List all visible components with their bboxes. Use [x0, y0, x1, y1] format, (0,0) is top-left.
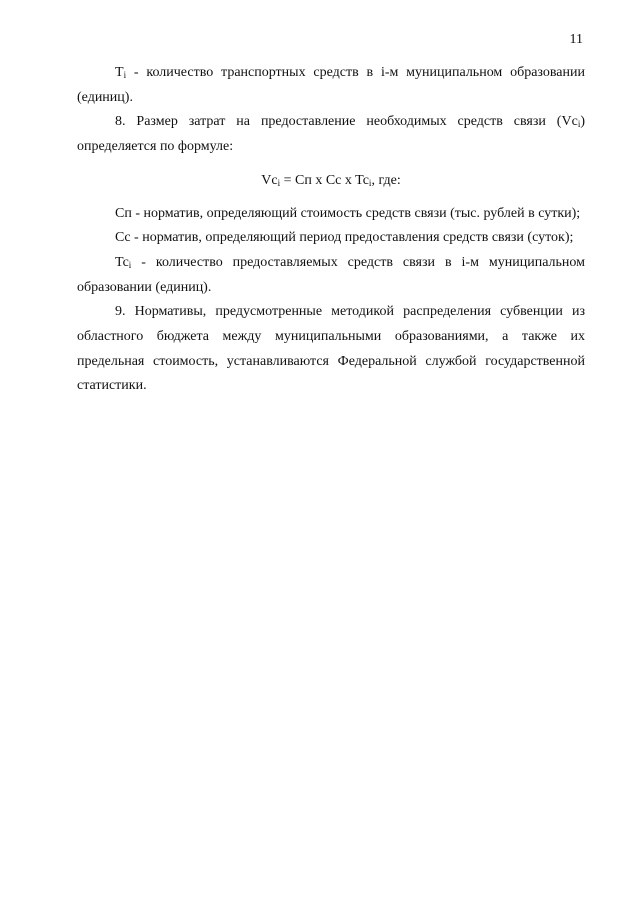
paragraph-text-end: ) определяется по формуле: [77, 114, 585, 155]
formula-lhs: Vc [261, 172, 278, 188]
paragraph-text: 8. Размер затрат на предоставление необходимых средств связи (Vc [115, 114, 578, 130]
variable-tc: Tc [115, 254, 129, 270]
subscript-i: i [577, 119, 581, 130]
subscript-i: i [277, 177, 281, 188]
subscript-i: i [368, 177, 372, 188]
paragraph-cs-definition: Cс - норматив, определяющий период предоставления средств связи (суток); [115, 230, 574, 246]
page-number: 11 [569, 32, 583, 47]
paragraph-8-communication-costs [77, 110, 585, 159]
paragraph-cp-definition: Cп - норматив, определяющий стоимость средств связи (тыс. рублей в сутки); [115, 205, 581, 221]
paragraph-vehicles-definition [77, 61, 585, 110]
formula-tail: , где: [371, 172, 401, 188]
formula [77, 169, 585, 194]
paragraph-9-standards: 9. Нормативы, предусмотренные методикой распределения субвенции из областного бюджета между муниципальными образованиями, а также их предельная стоимость, устанавливаются Федеральной службой государственной статистики. [77, 304, 585, 394]
formula-rhs: = Cп x Cс x Tc [280, 172, 369, 188]
document-body [77, 61, 585, 399]
subscript-i: i [128, 259, 132, 270]
variable-t: T [115, 65, 124, 80]
paragraph-text: - количество транспортных средств в i-м муниципальном образовании (единиц). [77, 65, 585, 105]
paragraph-text: - количество предоставляемых средств связи в i-м муниципальном образовании (единиц). [77, 254, 585, 295]
paragraph-tc-definition [77, 251, 585, 300]
subscript-i: i [123, 70, 127, 80]
